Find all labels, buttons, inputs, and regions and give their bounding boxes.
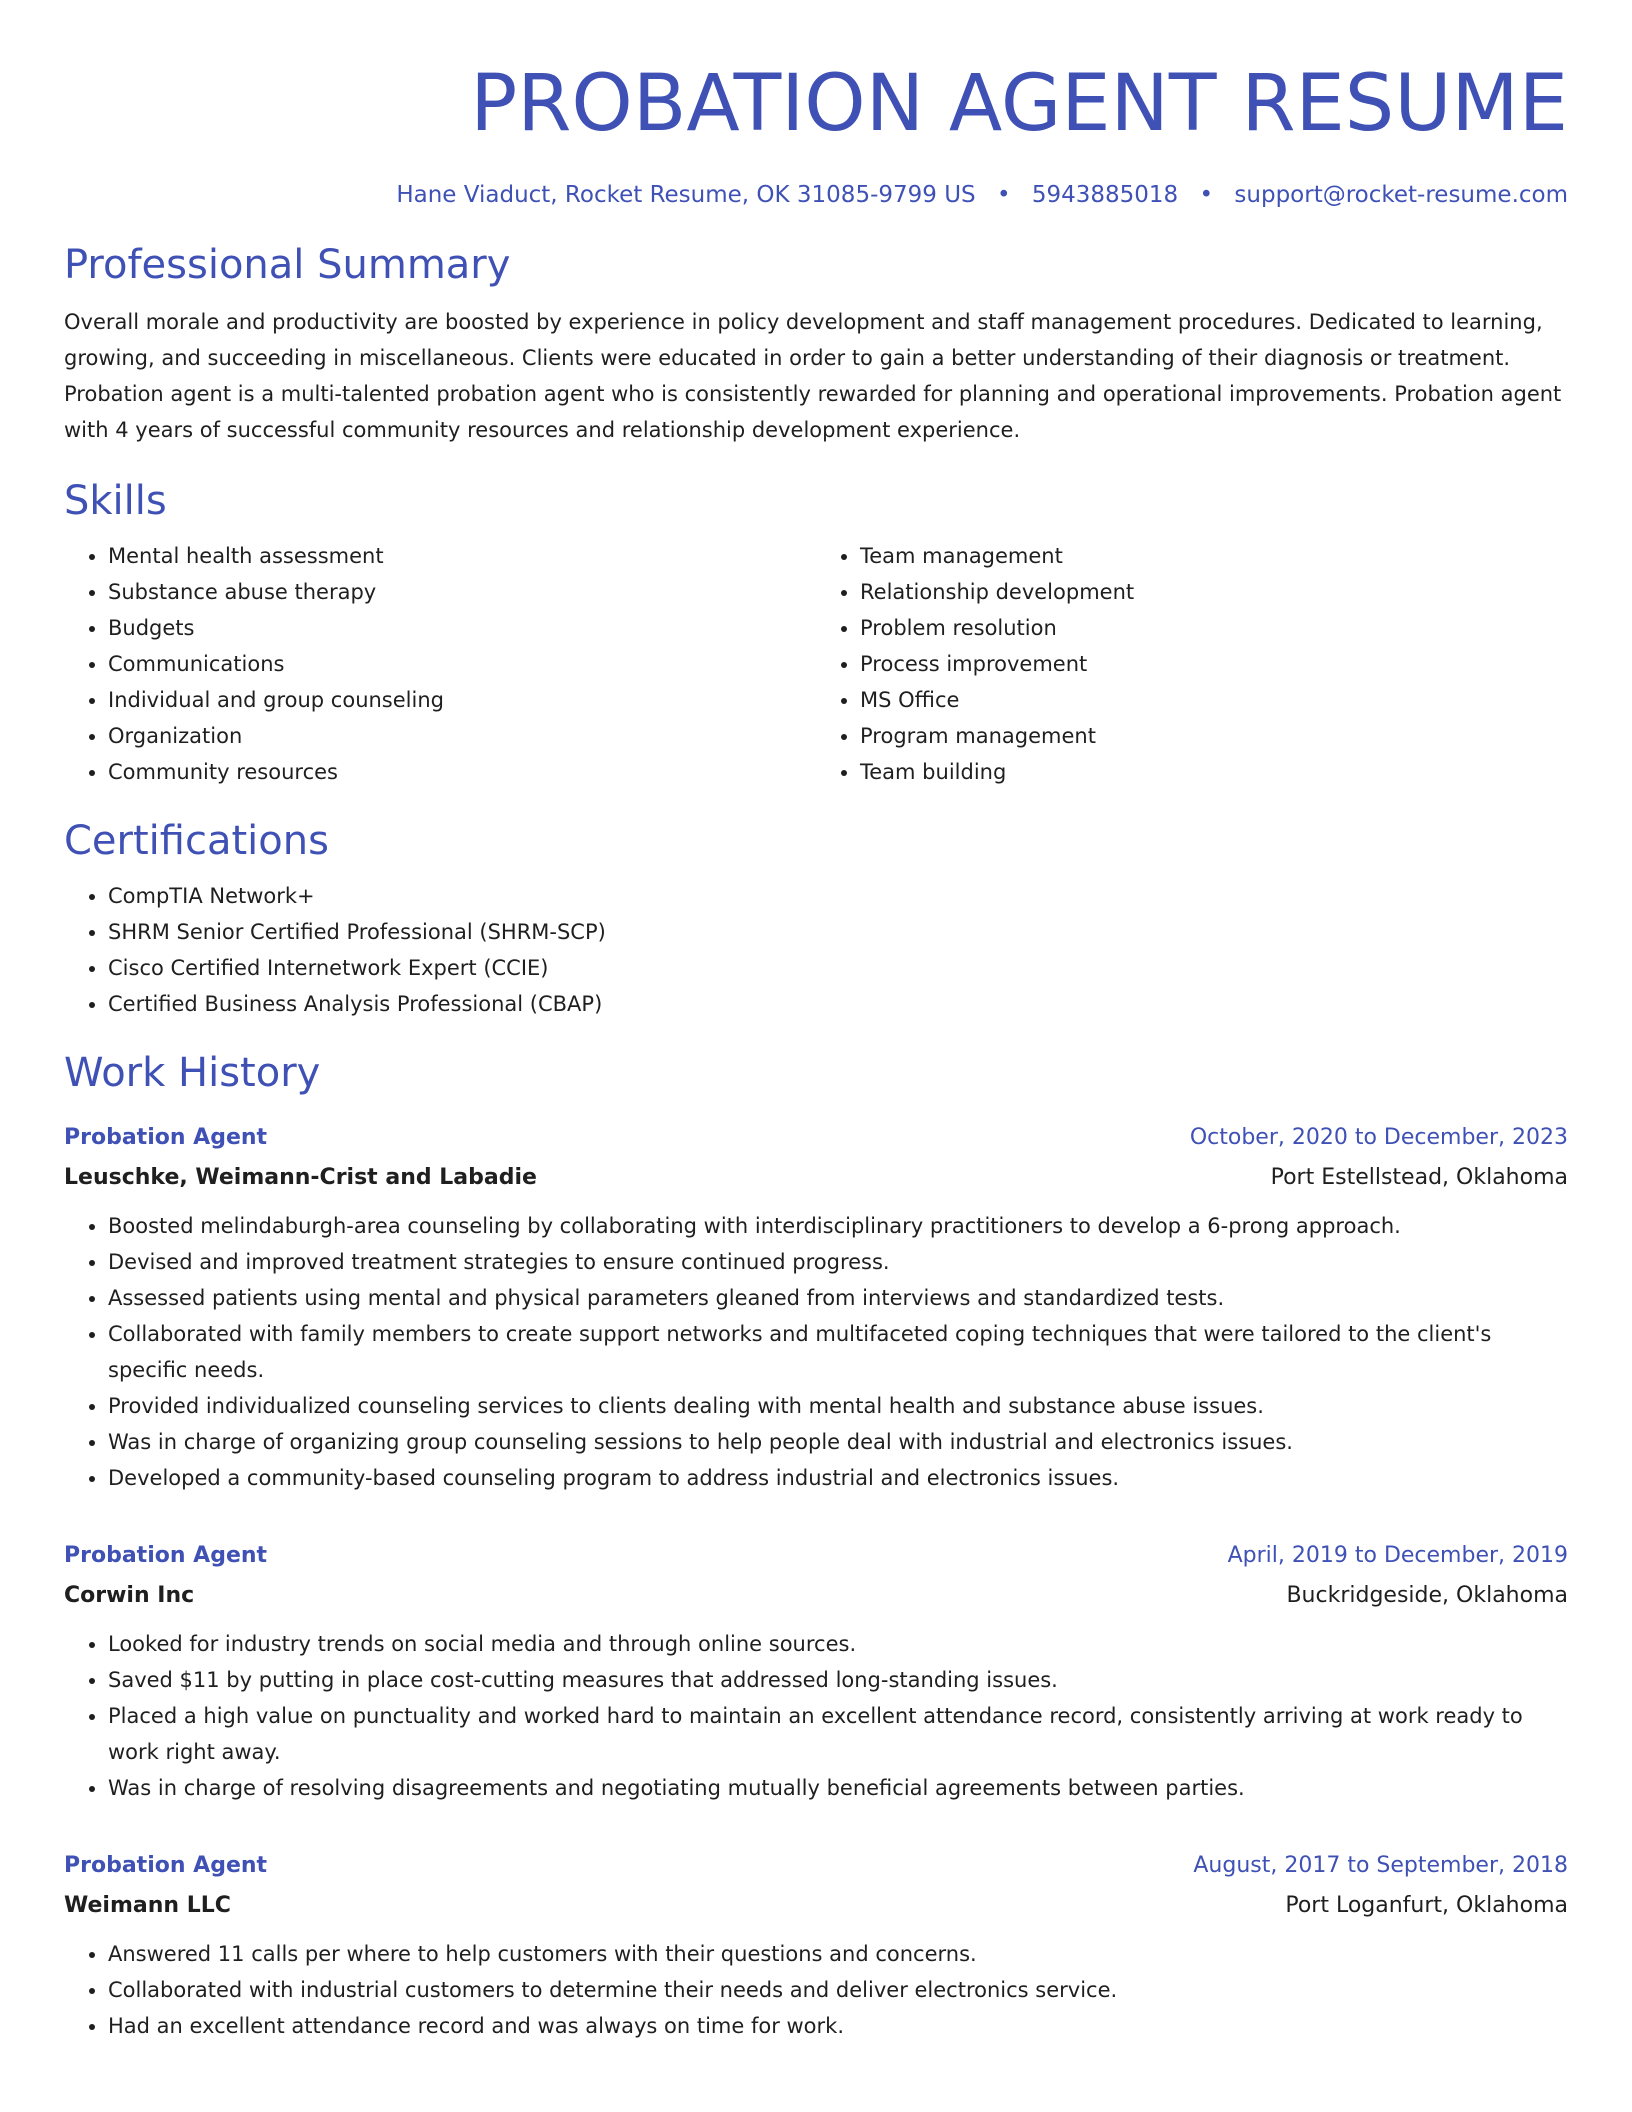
certification-item: • CompTIA Network+ [108,878,1568,914]
skill-item: • Process improvement [860,646,1568,682]
job-company-row [64,1158,1568,1198]
job-entry [64,1118,1568,1496]
skill-item: • MS Office [860,682,1568,718]
job-dates: October, 2020 to December, 2023 [1189,1125,1568,1150]
job-location: Port Estellstead, Oklahoma [1270,1165,1568,1190]
job-entry [64,1846,1568,2044]
job-entry [64,1536,1568,1806]
job-company-row [64,1576,1568,1616]
job-dates: April, 2019 to December, 2019 [1227,1543,1568,1568]
skills-list-right [816,538,1568,790]
job-bullet: • Looked for industry trends on social media and through online sources. [108,1626,1568,1662]
job-bullet: • Boosted melindaburgh-area counseling by collaborating with interdisciplinary practitioners to develop a 6-prong approach. [108,1208,1568,1244]
summary-heading: Professional Summary [64,242,511,288]
job-bullet-list [64,1208,1568,1496]
certifications-list [64,878,1568,1022]
job-title: Probation Agent [64,1543,268,1568]
skill-item: • Team building [860,754,1568,790]
job-header-row [64,1118,1568,1158]
skill-item: • Budgets [108,610,816,646]
job-header-row [64,1846,1568,1886]
job-title: Probation Agent [64,1853,268,1878]
job-bullet-list [64,1626,1568,1806]
certification-item: • Cisco Certified Internetwork Expert (CCIE) [108,950,1568,986]
job-bullet: • Collaborated with family members to create support networks and multifaceted coping techniques that were tailored to the client's specific needs. [108,1316,1568,1388]
job-company: Corwin Inc [64,1583,195,1608]
job-bullet: • Had an excellent attendance record and was always on time for work. [108,2008,1568,2044]
work-history-heading: Work History [64,1050,321,1096]
job-header-row [64,1536,1568,1576]
certification-item: • SHRM Senior Certified Professional (SHRM-SCP) [108,914,1568,950]
skill-item: • Problem resolution [860,610,1568,646]
skill-item: • Community resources [108,754,816,790]
skill-item: • Program management [860,718,1568,754]
contact-phone: 5943885018 [1031,182,1179,208]
certifications-heading: Certifications [64,818,329,864]
skill-item: • Substance abuse therapy [108,574,816,610]
job-bullet: • Developed a community-based counseling program to address industrial and electronics issues. [108,1460,1568,1496]
job-location: Port Loganfurt, Oklahoma [1285,1893,1568,1918]
job-bullet: • Saved $11 by putting in place cost-cutting measures that addressed long-standing issues. [108,1662,1568,1698]
job-location: Buckridgeside, Oklahoma [1286,1583,1568,1608]
skills-list-left [64,538,816,790]
job-dates: August, 2017 to September, 2018 [1193,1853,1568,1878]
resume-title: PROBATION AGENT RESUME [470,59,1568,149]
skill-item: • Mental health assessment [108,538,816,574]
job-bullet-list [64,1936,1568,2044]
job-bullet: • Devised and improved treatment strategies to ensure continued progress. [108,1244,1568,1280]
skill-item: • Relationship development [860,574,1568,610]
skill-item: • Individual and group counseling [108,682,816,718]
skill-item: • Team management [860,538,1568,574]
job-bullet: • Placed a high value on punctuality and worked hard to maintain an excellent attendance record, consistently arriving at work ready to work right away. [108,1698,1568,1770]
job-bullet: • Provided individualized counseling services to clients dealing with mental health and substance abuse issues. [108,1388,1568,1424]
contact-address: Hane Viaduct, Rocket Resume, OK 31085-9799 US [396,182,976,208]
job-bullet: • Was in charge of organizing group counseling sessions to help people deal with industrial and electronics issues. [108,1424,1568,1460]
job-company-row [64,1886,1568,1926]
summary-text: Overall morale and productivity are boosted by experience in policy development and staff management procedures. Dedicated to learning, growing, and succeeding in miscellaneous. Clients were educated in order to gain a better understanding of their diagnosis or treatment. Probation agent is a multi-talented probation agent who is consistently rewarded for planning and operational improvements. Probation agent with 4 years of successful community resources and relationship development experience. [64,310,1562,442]
contact-line [64,180,1568,210]
job-bullet: • Collaborated with industrial customers to determine their needs and deliver electronics service. [108,1972,1568,2008]
skills-heading: Skills [64,478,167,524]
contact-separator: • [996,182,1011,208]
certification-item: • Certified Business Analysis Professional (CBAP) [108,986,1568,1022]
job-bullet: • Assessed patients using mental and physical parameters gleaned from interviews and standardized tests. [108,1280,1568,1316]
job-title: Probation Agent [64,1125,268,1150]
skills-columns [64,538,1568,790]
contact-email: support@rocket-resume.com [1234,182,1568,208]
contact-separator: • [1199,182,1214,208]
skill-item: • Communications [108,646,816,682]
job-bullet: • Answered 11 calls per where to help customers with their questions and concerns. [108,1936,1568,1972]
job-company: Leuschke, Weimann-Crist and Labadie [64,1165,537,1190]
job-company: Weimann LLC [64,1893,231,1918]
skill-item: • Organization [108,718,816,754]
job-bullet: • Was in charge of resolving disagreements and negotiating mutually beneficial agreements between parties. [108,1770,1568,1806]
